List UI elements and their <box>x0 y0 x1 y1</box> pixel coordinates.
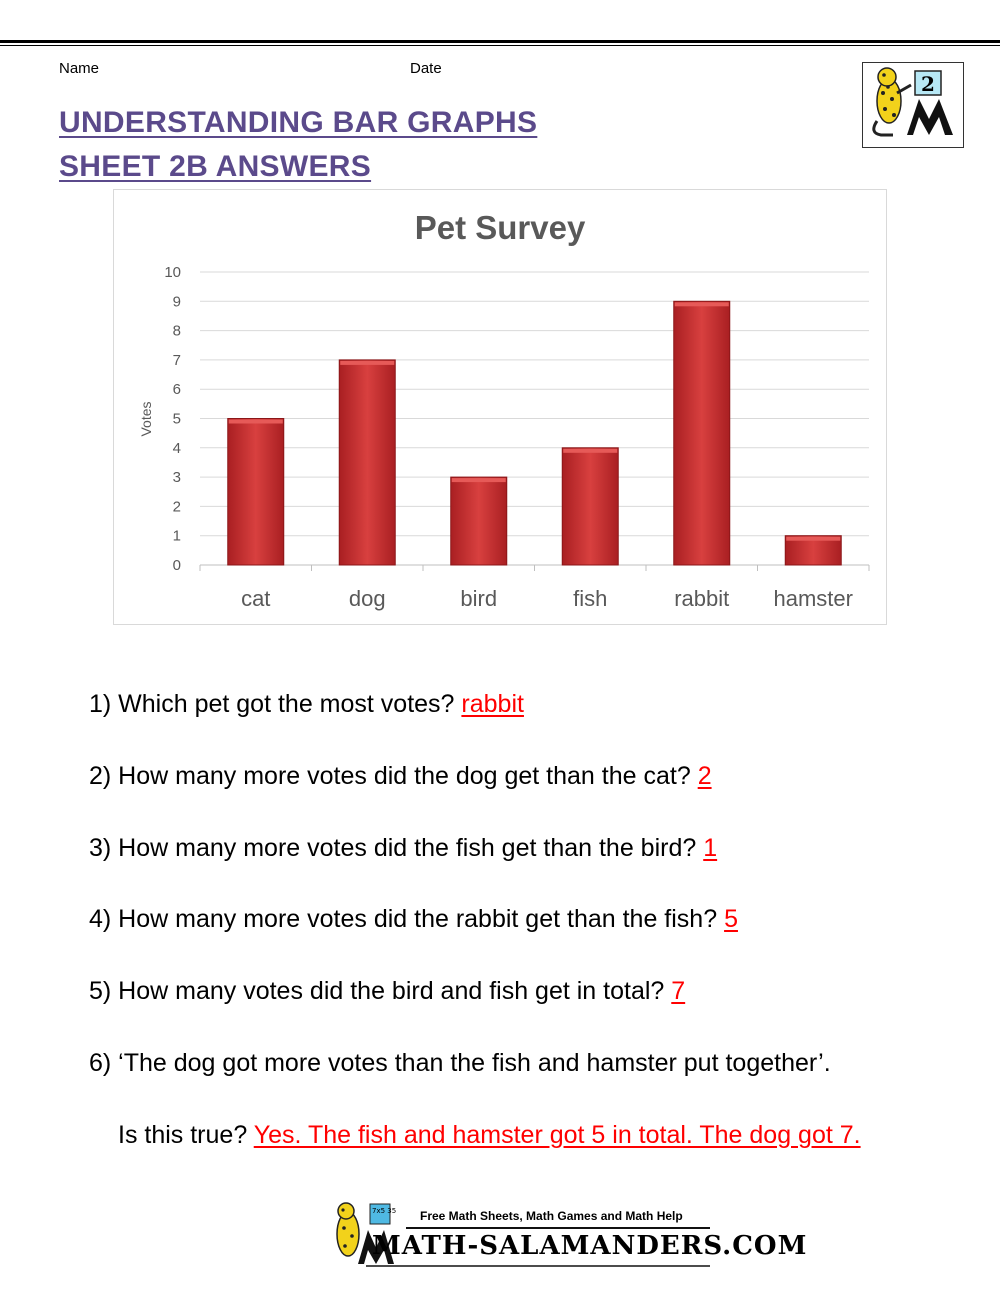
bar-cat <box>228 419 284 566</box>
question-6-text: 6) ‘The dog got more votes than the fish and hamster put together’. <box>89 1049 831 1077</box>
svg-text:2: 2 <box>921 72 935 96</box>
answer-4: 5 <box>724 905 738 933</box>
grade-logo <box>862 62 964 148</box>
top-rule <box>0 40 1000 43</box>
y-tick-label: 9 <box>172 293 181 311</box>
question-6 <box>89 1049 831 1078</box>
bar-rabbit <box>674 301 730 565</box>
bar-top-highlight <box>340 361 394 365</box>
footer-tagline: Free Math Sheets, Math Games and Math Help <box>420 1209 683 1223</box>
bar-bird <box>451 477 507 565</box>
answer-2: 2 <box>697 762 712 790</box>
page-title-line1: UNDERSTANDING BAR GRAPHS <box>59 106 538 139</box>
question-6-followup <box>118 1121 861 1150</box>
y-tick-label: 10 <box>164 264 181 281</box>
y-tick-label: 5 <box>172 410 181 428</box>
bar-top-highlight <box>675 302 729 306</box>
y-tick-label: 1 <box>172 527 181 545</box>
svg-text:7x5 35: 7x5 35 <box>372 1207 397 1215</box>
bar-dog <box>339 360 395 565</box>
name-label: Name <box>59 60 100 77</box>
bar-top-highlight <box>563 449 617 453</box>
x-category-label: hamster <box>773 586 853 611</box>
question-6-followup-text: Is this true? <box>118 1121 254 1149</box>
y-tick-label: 0 <box>172 557 181 574</box>
question-4-text: 4) How many more votes did the rabbit get than the fish? <box>89 905 725 933</box>
chart-frame <box>113 189 887 625</box>
question-3-text: 3) How many more votes did the fish get than the bird? <box>89 834 704 862</box>
bar-top-highlight <box>786 537 840 541</box>
page-title-line2: SHEET 2B ANSWERS <box>59 150 372 183</box>
question-4 <box>89 905 738 934</box>
x-category-label: bird <box>460 586 498 611</box>
footer-site-name: MATH-SALAMANDERS.COM <box>372 1231 808 1261</box>
question-2-text: 2) How many more votes did the dog get than the cat? <box>89 762 698 790</box>
question-5 <box>89 977 685 1006</box>
bar-top-highlight <box>229 420 283 424</box>
x-category-label: dog <box>348 586 386 611</box>
y-axis-label: Votes <box>138 401 154 437</box>
bar-top-highlight <box>452 478 506 482</box>
answer-6: Yes. The fish and hamster got 5 in total. The dog got 7. <box>253 1121 861 1149</box>
y-tick-label: 6 <box>172 381 181 399</box>
top-rule-thin <box>0 45 1000 46</box>
question-5-text: 5) How many votes did the bird and fish get in total? <box>89 977 672 1005</box>
y-tick-label: 7 <box>172 351 181 369</box>
y-tick-label: 4 <box>172 439 181 457</box>
question-1-text: 1) Which pet got the most votes? <box>89 690 462 718</box>
y-tick-label: 8 <box>172 322 181 340</box>
chart-title: Pet Survey <box>414 209 586 246</box>
date-label: Date <box>410 60 442 77</box>
bar-chart <box>114 190 886 624</box>
answer-5: 7 <box>671 977 686 1005</box>
answer-3: 1 <box>703 834 718 862</box>
salamander-logo-icon <box>863 63 963 147</box>
x-category-label: fish <box>573 586 608 611</box>
y-tick-label: 2 <box>172 498 181 516</box>
question-1 <box>89 690 524 719</box>
question-2 <box>89 762 712 791</box>
question-3 <box>89 834 717 863</box>
x-category-label: rabbit <box>674 586 730 611</box>
answer-1: rabbit <box>461 690 524 718</box>
bar-fish <box>562 448 618 565</box>
y-tick-label: 3 <box>172 469 181 487</box>
x-category-label: cat <box>241 586 271 611</box>
